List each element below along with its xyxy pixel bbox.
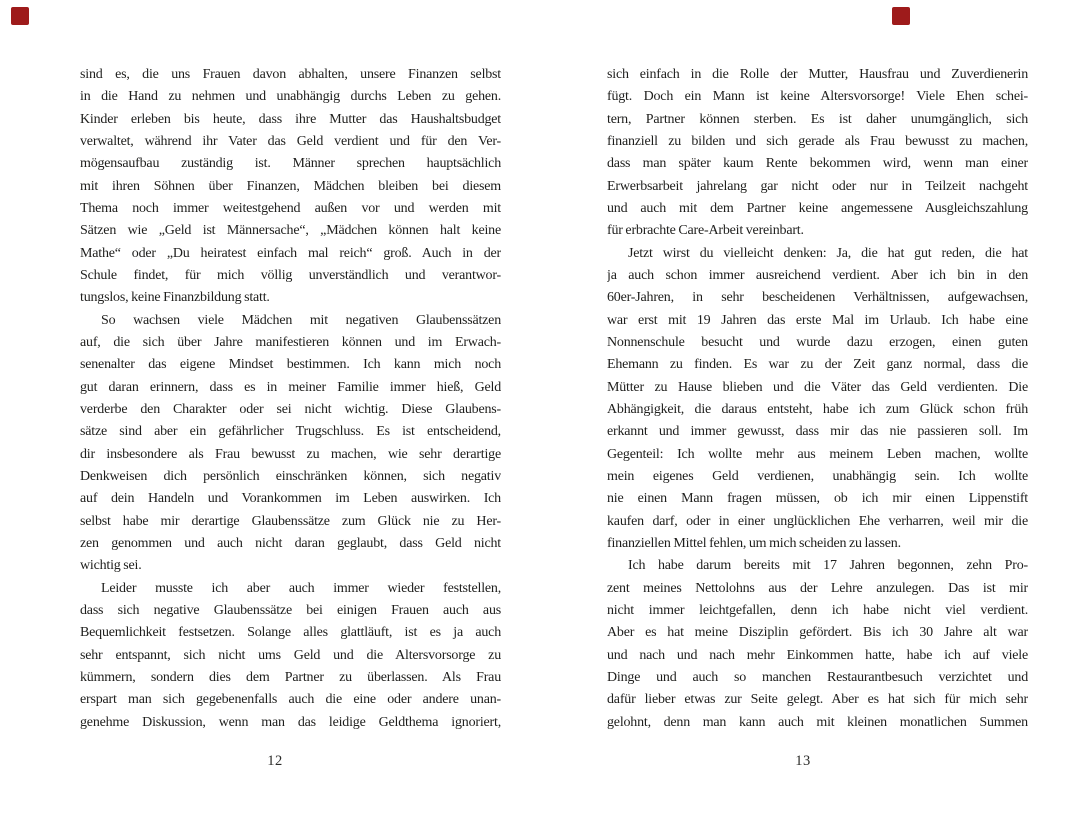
text-line: finanziellen Mittel fehlen, um mich scheiden zu lassen. <box>607 535 901 551</box>
text-line: zen genommen und auch nicht daran geglaubt, dass Geld nicht <box>80 535 501 551</box>
text-line: senenalter das eigene Mindset bestimmen. Ich kann mich noch <box>80 357 501 373</box>
text-line: Mathe“ oder „Du heiratest einfach mal reich“ groß. Auch in der <box>80 245 501 261</box>
text-line: verderbe den Charakter oder sei nicht wichtig. Diese Glaubens- <box>80 401 501 417</box>
text-line: Kinder erleben bis heute, dass ihre Mutter das Haushaltsbudget <box>80 111 501 127</box>
text-line: sind es, die uns Frauen davon abhalten, unsere Finanzen selbst <box>80 67 501 82</box>
text-line: Schule findet, für mich völlig unverständlich und verantwor- <box>80 267 501 283</box>
book-page-right[interactable] <box>607 64 1028 735</box>
text-line: verwaltet, während ihr Vater das Geld verdient und für den Ver- <box>80 133 501 149</box>
page-number-right: 13 <box>795 753 811 769</box>
text-line: Dinge und auch so manchen Restaurantbesuch verzichtet und <box>607 669 1028 685</box>
text-line: zent meines Nettolohns aus der Lehre anzulegen. Das ist mir <box>607 580 1028 596</box>
text-line: mein eigenes Geld verdienen, unabhängig sein. Ich wollte <box>607 468 1028 484</box>
text-line: wichtig sei. <box>80 558 142 574</box>
text-line: Leider musste ich aber auch immer wieder feststellen, <box>101 580 501 596</box>
page-right-text <box>607 64 1028 734</box>
text-line: dass man später kaum Rente bekommen wird, wenn man einer <box>607 156 1028 172</box>
text-line: selbst habe mir derartige Glaubenssätze zum Glück nie zu Her- <box>80 513 501 529</box>
text-line: ja auch schon immer ausreichend verdient. Aber ich bin in den <box>607 267 1028 283</box>
text-line: auf dein Handeln und Vorankommen im Leben auswirken. Ich <box>80 491 501 507</box>
text-line: Mütter zu Hause blieben und die Väter das Geld verdienten. Die <box>607 379 1028 395</box>
text-line: gelohnt, denn man kann auch mit kleinen monatlichen Summen <box>607 714 1028 730</box>
text-line: fügt. Doch ein Mann ist keine Altersvorsorge! Viele Ehen schei- <box>607 89 1028 105</box>
text-line: mögensaufbau zuständig ist. Männer sprechen hauptsächlich <box>80 156 501 172</box>
text-line: und auch mit dem Partner keine angemessene Ausgleichszahlung <box>607 200 1028 216</box>
text-line: sich einfach in die Rolle der Mutter, Hausfrau und Zuverdienerin <box>607 67 1028 82</box>
text-line: Gegenteil: Ich wollte mehr aus meinem Leben machen, wollte <box>607 446 1028 462</box>
text-line: Bequemlichkeit festsetzen. Solange alles glattläuft, ist es ja auch <box>80 625 501 641</box>
text-line: Thema noch immer weitestgehend außen vor und werden mit <box>80 200 501 216</box>
text-line: nie einen Mann fragen müssen, ob ich mir einen Lippenstift <box>607 491 1028 507</box>
text-line: Aber es hat meine Disziplin gefördert. Bis ich 30 Jahre alt war <box>607 625 1028 641</box>
text-line: Ich habe darum bereits mit 17 Jahren begonnen, zehn Pro- <box>628 558 1028 574</box>
text-line: erkannt und immer gewusst, dass mir das nie passieren soll. Im <box>607 424 1028 440</box>
text-line: genehme Diskussion, wenn man das leidige Geldthema ignoriert, <box>80 714 501 730</box>
text-line: kaufen darf, oder in einer unglücklichen Ehe verharren, weil mir die <box>607 513 1028 529</box>
page-number-left: 12 <box>267 753 283 769</box>
text-line: Denkweisen dich persönlich einschränken können, sich negativ <box>80 468 501 484</box>
text-line: dir insbesondere als Frau bewusst zu machen, wie sehr derartige <box>80 446 501 462</box>
text-line: Abhängigkeit, die daraus entsteht, habe ich zum Glück schon früh <box>607 401 1028 417</box>
text-line: gut daran erinnern, dass es in meiner Familie immer hieß, Geld <box>80 379 501 395</box>
text-line: war erst mit 19 Jahren das erste Mal im Urlaub. Ich habe eine <box>607 312 1028 328</box>
text-line: So wachsen viele Mädchen mit negativen Glaubenssätzen <box>101 312 501 328</box>
text-line: tern, Partner können sterben. Es ist daher unumgänglich, sich <box>607 111 1028 127</box>
book-page-left[interactable] <box>80 64 501 735</box>
text-line: sätze sind aber ein gefährlicher Trugschluss. Es ist entscheidend, <box>80 424 501 440</box>
text-line: Ehemann zu finden. Es war zu der Zeit ganz normal, dass die <box>607 357 1028 373</box>
text-line: sehr entspannt, sich nicht ums Geld und die Altersvorsorge zu <box>80 647 501 663</box>
text-line: erspart man sich gegebenenfalls auch die eine oder andere unan- <box>80 692 501 708</box>
text-line: kümmern, sondern dies dem Partner zu überlassen. Als Frau <box>80 669 501 685</box>
text-line: auf, die sich über Jahre manifestieren können und im Erwach- <box>80 334 501 350</box>
text-line: dafür lieber etwas zur Seite gelegt. Aber es hat sich für mich sehr <box>607 692 1028 708</box>
text-line: 60er-Jahren, in sehr bescheidenen Verhältnissen, aufgewachsen, <box>607 290 1028 306</box>
text-line: dass sich negative Glaubenssätze bei einigen Frauen auch aus <box>80 602 501 618</box>
text-line: finanziell zu bilden und sich gerade als Frau bewusst zu machen, <box>607 133 1028 149</box>
red-square-marker-right <box>892 7 910 25</box>
text-line: in die Hand zu nehmen und unabhängig durchs Leben zu gehen. <box>80 89 501 105</box>
text-line: tungslos, keine Finanzbildung statt. <box>80 290 270 306</box>
red-square-marker-left <box>11 7 29 25</box>
text-line: mit ihren Söhnen über Finanzen, Mädchen bleiben bei diesem <box>80 178 501 194</box>
text-line: für erbrachte Care-Arbeit vereinbart. <box>607 223 804 239</box>
text-line: Jetzt wirst du vielleicht denken: Ja, die hat gut reden, die hat <box>628 245 1028 261</box>
text-line: Sätzen wie „Geld ist Männersache“, „Mädchen können halt keine <box>80 223 501 239</box>
text-line: und nach und nach mehr Einkommen hatte, habe ich auf viele <box>607 647 1028 663</box>
text-line: nicht immer leichtgefallen, denn ich habe nicht viel verdient. <box>607 602 1028 618</box>
page-left-text <box>80 64 501 734</box>
text-line: Erwerbsarbeit jahrelang gar nicht oder nur in Teilzeit nachgeht <box>607 178 1028 194</box>
text-line: Nonnenschule besucht und wurde dazu erzogen, einen guten <box>607 334 1028 350</box>
